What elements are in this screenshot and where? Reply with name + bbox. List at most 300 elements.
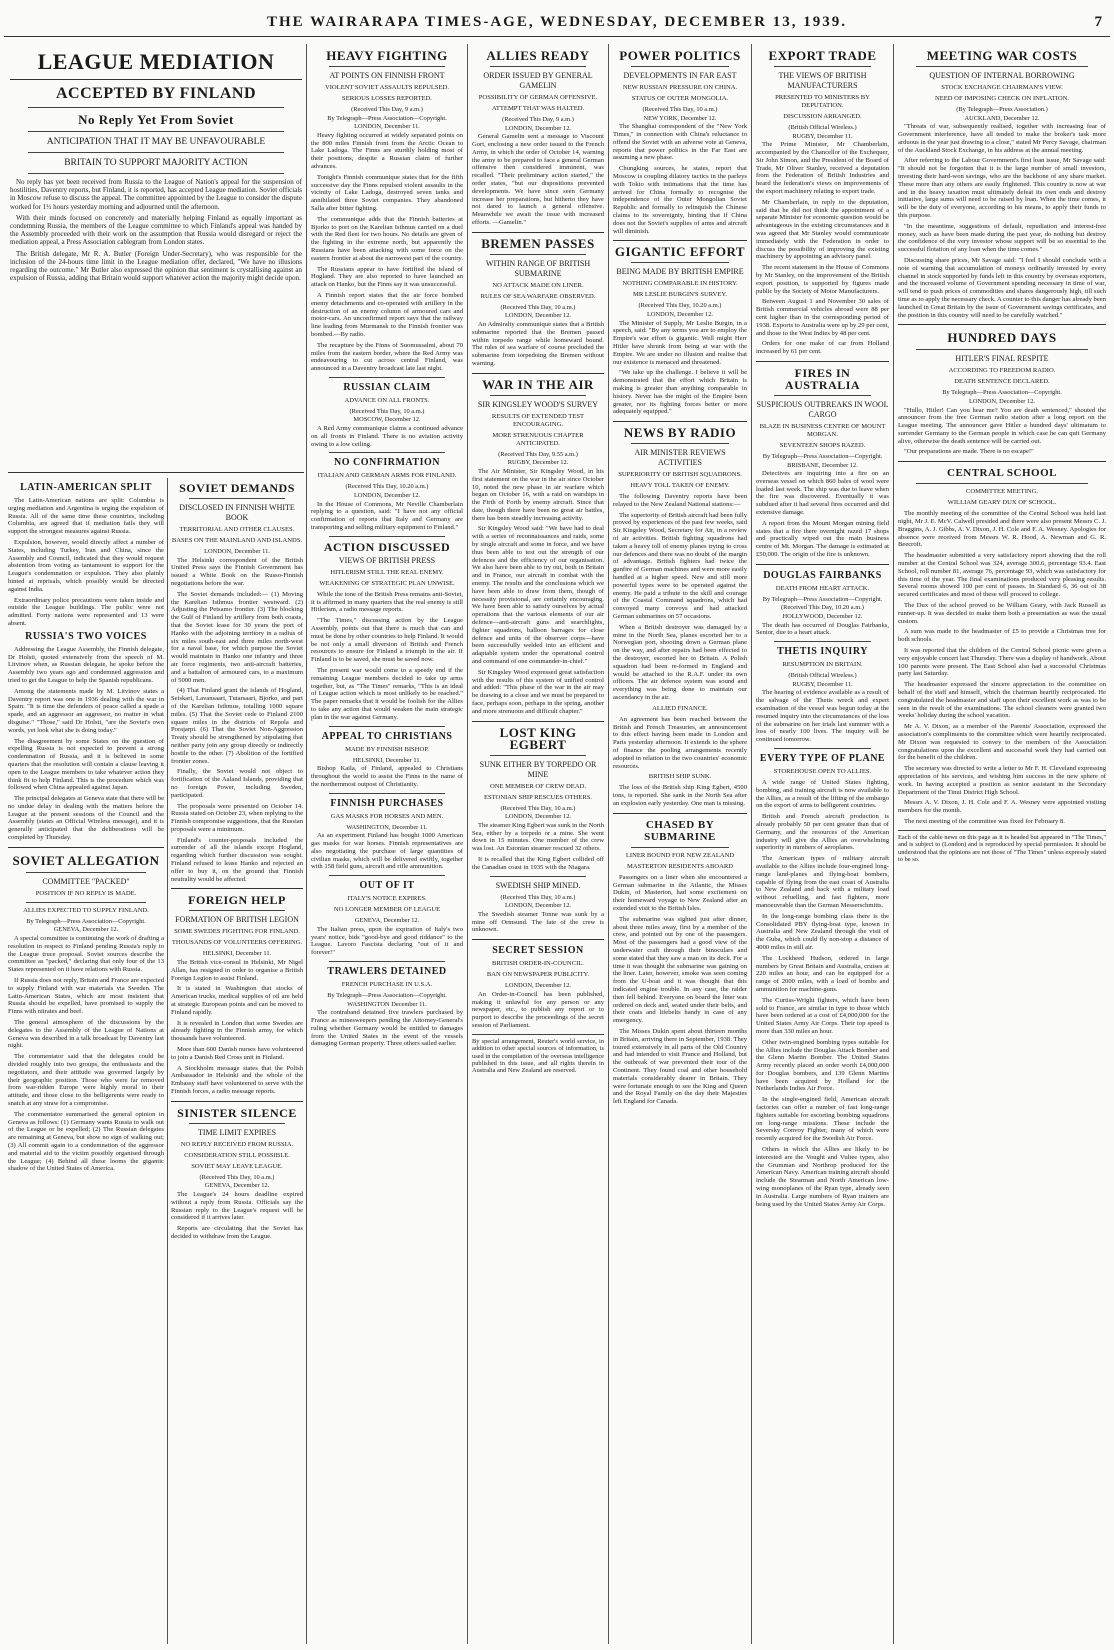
article-subheadline: SUNK EITHER BY TORPEDO OR MINE [479, 759, 597, 779]
article-paragraph: Mr Chamberlain, in reply to the deputation, said that he did not think the appointment of a separate Minister for economic question would be advantageous in the existing circumstances and it was agreed that Mr Stanley would communicate immediately with the Federation in order to discuss the possibility of improving the existing machinery by appointing an advisory panel. [756, 198, 889, 261]
article-headline: LATIN-AMERICAN SPLIT [20, 482, 152, 493]
article-deck: MORE STRENUOUS CHAPTER ANTICIPATED. [492, 431, 584, 447]
dateline: GENEVA, December 12. [354, 917, 420, 925]
article-deck: STOREHOUSE OPEN TO ALLIES. [773, 768, 872, 775]
received-note: (Received This Day, 10 a.m.) [199, 1173, 275, 1181]
byline: By Telegraph—Press Association—Copyright. [762, 595, 883, 603]
article-paragraph: A Red Army communique claims a continued advance on all fronts in Finland. There is no aviation activity owing to a low ceiling. [311, 425, 463, 448]
article-paragraph: The Italian press, upon the expiration of Italy's two years' notice, bids "good-bye and good riddance" to the League. Lavoro Fascista declaring "out of it and forever!" [311, 925, 463, 957]
article-paragraph: "In the meantime, suggestions of default, repudiation and interest-free money, such as have been made during the past year, do nothing but destroy the confidence of the very investor whose support will be so essential to the successful flotation of any loan when the time comes." [898, 222, 1106, 254]
byline: By Telegraph—Press Association—Copyright. [327, 991, 447, 999]
article-paragraph: The Helsinki correspondent of the British United Press says the Finnish Government has issued a White Book on the Russo-Finnish negotiations before the war. [171, 556, 303, 587]
dateline: GENEVA, December 12. [53, 926, 119, 934]
article-paragraph: The disagreement by some States on the question of expelling Russia is not expected to prevent a strong condemnation of Russia, and it is believed in some quarters that the resolution will contain a clause leaving it open to the League members to take whatever action they think fit to help Finland. This is the procedure which was followed when China appealed against Japan. [8, 737, 164, 792]
article-paragraph: The Prime Minister, Mr Chamberlain, accompanied by the Chancellor of the Exchequer, Sir John Simon, and the President of the Board of Trade, Mr Oliver Stanley, received a deputation from the Federation of British Industries and heard the federation's views on improvements of the export machinery relating to export trade. [756, 141, 889, 195]
article-subheadline: DEVELOPMENTS IN FAR EAST [623, 71, 737, 80]
divider [898, 324, 1106, 325]
article-headline: APPEAL TO CHRISTIANS [321, 730, 453, 742]
received-note: (Received This Day, 10 a.m.) [642, 106, 718, 113]
article-paragraph: In the single-engined field, American aircraft factories can offer a number of fast long-range fighters suitable for escorting bombing squadrons on long-range missions. These include the Seversky Convoy Fighter, many of which were recently acquired for the Swedish Air Force. [756, 1096, 889, 1143]
article-paragraph: The Dux of the school proved to be William Geary, with Jack Russell as runner-up. It was decided to make them both a presentation as was the usual custom. [898, 602, 1106, 625]
divider [26, 902, 146, 903]
lead-article [10, 48, 302, 468]
article-headline: SINISTER SILENCE [177, 1105, 297, 1120]
article-subheadline: BEING MADE BY BRITISH EMPIRE [616, 267, 744, 277]
article-subheadline: DISCLOSED IN FINNISH WHITE BOOK [179, 503, 295, 522]
received-note: (Received This Day, 9.55 a.m.) [498, 450, 578, 458]
article-paragraph: In the long-range bombing class there is the Consolidated PBY flying-boat type, known in Australia and New Zealand through the visit of the Guba, which could fly non-stop a distance of 4000 miles in still air. [756, 912, 889, 951]
article-paragraph: The British vice-consul in Helsinki, Mr Nigel Allan, has resigned in order to organise a British Foreign Legion to assist Finland. [171, 959, 303, 982]
divider [26, 872, 146, 873]
lead-paragraph: With their minds focused on concretely and materially helping Finland as equally important as condemning Russia, the members of the League committee to which Finland's appeal was handed by the Assembly proceeded with their work on the assumption that Russia would disregard or reject the mediation appeal, a Press Association cablegram from London states. [10, 213, 302, 247]
column-2 [311, 48, 463, 1646]
article-paragraph: The League's 24 hours deadline expired without a reply from Russia. Officials say the Russian reply to the League's request will be considered if it arrives later. [171, 1191, 303, 1222]
dateline: HELSINKI, December 11. [352, 756, 422, 764]
lead-deck-3: BRITAIN TO SUPPORT MAJORITY ACTION [64, 158, 248, 168]
column-rule [306, 44, 307, 1644]
article-paragraph: The contraband detained five trawlers purchased by France as minesweepers pending the Attorney-General's ruling whether Germany would be entitled to damages from the United States in the event of the vessels damaging German property. Three others sailed earlier. [311, 1009, 463, 1048]
article-paragraph: It was reported that the children of the Central School picnic were given a very enjoyable concert last Thursday. There was a display of handwork. About 100 parents were present. The East School also had a successful Christmas party last Saturday. [898, 647, 1106, 678]
divider [472, 939, 604, 940]
byline: By Telegraph—Press Association—Copyright. [942, 389, 1062, 397]
article-headline: MEETING WAR COSTS [926, 48, 1078, 63]
lead-deck: No Reply Yet From Soviet [78, 112, 234, 127]
article-headline: LOST KING EGBERT [499, 724, 577, 752]
article-headline: BREMEN PASSES [481, 235, 595, 251]
divider [613, 421, 747, 422]
article-deck: SEVENTEEN SHOPS RAZED. [779, 441, 866, 449]
dateline: LONDON, December 12. [646, 310, 714, 318]
article-subheadline: ORDER ISSUED BY GENERAL GAMELIN [483, 71, 593, 90]
article-paragraph: The Air Minister, Sir Kingsley Wood, in his first statement on the war in the air since October 10, noted the new phase in air warfare which began on October 16, with a raid on warships in the Firth of Forth by enemy aircraft. Since that date, though there have been no great air battles, there has been steadily increasing activity. [472, 467, 604, 522]
article-paragraph: Finally, the Soviet would not object to fortification of the Aaland Islands, providing that no foreign Power, including Sweden, participated. [171, 768, 303, 799]
article-deck: DEATH SENTENCE DECLARED. [954, 378, 1050, 386]
column-rule [608, 44, 609, 1644]
article-paragraph: The principal delegates at Geneva state that there will be no undue delay in dealing with the matters before the League at the present sessions of the Council and the Assembly (states an Official Wireless message), and it is generally anticipated that the deliberations will be completed by Thursday. [8, 795, 164, 842]
article-paragraph: Addressing the League Assembly, the Finnish delegate, Dr Holsti, quoted extensively from the speech of M. Litvinov when, as Russian delegate, he spoke before the Assembly two years ago and condemned aggression and tried to get the League to help the Spanish republicans. [8, 645, 164, 684]
divider [774, 395, 871, 396]
article-subheadline: HITLER'S FINAL RESPITE [955, 354, 1049, 364]
article-headline: RUSSIA'S TWO VOICES [25, 630, 147, 642]
article-paragraph: Mr A. V. Dixon, as a member of the Parents' Association, expressed the association's compliments to the committee which were heartily reciprocated. Mr Dixon was requested to convey to the members of the Association congratulations upon the excellent and successful work they had carried out for the benefit of the children. [898, 723, 1106, 762]
dateline: BRISBANE, December 12. [787, 461, 858, 469]
article-paragraph: Detectives are inquiring into a fire on an overseas vessel on which 860 bales of wool were loaded last week. The ship was due to leave when the fire was discovered. Eventually it was subdued after it had several fires occurred and did extensive damage. [756, 470, 889, 517]
article-deck: FRENCH PURCHASE IN U.S.A. [341, 980, 433, 988]
article-deck: BASES ON THE MAINLAND AND ISLANDS. [171, 537, 303, 544]
article-paragraph: As an experiment Finland has bought 1000 American gas masks for war horses. Finnish representatives are also negotiating the purchase of large quantities of civilian masks, which will be delivered swiftly, together with 158 field guns, aircraft and rifle ammunition. [311, 832, 463, 871]
article-paragraph: The American types of military aircraft available to the Allies include four-engined long-range land-planes and flying-boat bombers, capable of flying from the east coast of Australia to New Zealand and back with a military load without refuelling, and fast fighters, more manoeuvrable than the German Messerschmitts. [756, 855, 889, 909]
dateline: NEW YORK, December 12. [643, 114, 717, 122]
divider [472, 373, 604, 374]
article-paragraph: The Swedish steamer Tonne was sunk by a mine off Ormsund. The fate of the crew is unknown. [472, 910, 604, 934]
dateline: RUGBY, December 11. [792, 680, 853, 688]
article-paragraph: The commentator summarised the general opinion in Geneva as follows: (1) Germany wants Russia to walk out of the League or be expelled; (2) The Russian delegates are remaining at Geneva, but show no sign of walking out; (3) All commit again to a condemnation of the aggressor and material aid to the victim possibly organised through the League; (4) Behind all these looms the gigantic shadow of the United States of America. [8, 1110, 164, 1173]
article-paragraph: Extraordinary police precautions were taken inside and outside the League buildings. The public were not admitted. Forty nations were represented and 13 were absent. [8, 596, 164, 627]
divider [28, 107, 284, 108]
article-paragraph: "Hullo, Hitler! Can you hear me? You are death sentenced," shouted the announcer from the free German radio station after a long report on the League meeting. The announcer gave Hitler a hundred days' ultimatum to surrender Germany to the German people in which case he can quit Germany alive, otherwise the death sentence will be carried out. [898, 406, 1106, 445]
article-deck: SOVIET MAY LEAVE LEAGUE. [191, 1162, 283, 1170]
article-headline: DOUGLAS FAIRBANKS [763, 569, 882, 581]
article-deck: NEED OF IMPOSING CHECK ON INFLATION. [934, 95, 1070, 102]
article-paragraph: The secretary was directed to write a letter to Mr F. H. Cleveland expressing appreciation of his services, and wishing him success in the new sphere of work. In having accepted a position as senior assistant in the Secondary Department of the Tinui District High School. [898, 765, 1106, 796]
article-headline: FOREIGN HELP [188, 893, 286, 908]
masthead-rule [4, 36, 1110, 37]
article-deck: NO REPLY RECEIVED FROM RUSSIA. [180, 1140, 294, 1148]
divider [189, 1123, 285, 1124]
received-note: (Received This Day, 10.20 a.m.) [638, 302, 722, 310]
article-paragraph: Others in which the Allies are likely to be interested are the Vought and Vultee types, also the Grumman and Northrop produced for the American Navy. American training aircraft should include the Stearman and North American low-wing monoplanes of the Ryan type, already seen in Australia. Large numbers of Ryan trainers are being used by the United States Army Air Corps. [756, 1146, 889, 1208]
divider [189, 498, 285, 499]
article-paragraph: Other twin-engined bombing types suitable for the Allies include the Douglas Attack Bomber and the Glenn Martin Bomber. The United States Army recently placed an order worth £4,000,000 for Douglas bombers, and 139 Glenn Martins have been acquired by Holland for the Netherlands Indies Air Force. [756, 1038, 889, 1093]
column-1 [8, 480, 164, 1646]
source-note: (British Official Wireless.) [788, 672, 857, 680]
article-paragraph: The death has occurred of Douglas Fairbanks, Senior, due to a heart attack. [756, 621, 889, 637]
article-paragraph: The Soviet demands included:— (1) Moving the Karelian Isthmus frontier westward. (2) Adjusting the Petsamo frontier. (3) The blocking the Gulf of Finland by artillery from both coasts, that the Soviet lease for 30 years the port of Hanko with the adjoining territory in a radius of six miles south-east and three miles north-west for a naval base, for which purpose the Soviet would maintain in Hanko one infantry and three air force regiments, two anti-aircraft batteries, and a battalion of armoured cars, to a maximum of 5000 men. [171, 590, 303, 684]
article-paragraph: "Our preparations are made. There is no escape!" [904, 448, 1034, 456]
article-headline: NO CONFIRMATION [334, 457, 440, 469]
received-note: (Received This Day, 10 a.m.) [500, 893, 576, 901]
dateline: LONDON, December 11. [204, 548, 270, 555]
article-subheadline: COMMITTEE "PACKED" [42, 876, 130, 886]
article-deck: RULES OF SEA WARFARE OBSERVED. [480, 292, 596, 300]
column-5 [756, 48, 889, 1646]
divider [8, 847, 164, 848]
lead-deck-2: ANTICIPATION THAT IT MAY BE UNFAVOURABLE [46, 137, 266, 147]
dateline: WASHINGTON December 11. [347, 1000, 427, 1008]
article-paragraph: "Threats of war, subsequently realised, together with increasing fear of Government interference, have all tended to make the broker's task more arduous in the year just drawing to a close," stated Mr Percy Savage, chairman of the Auckland Stock Exchange, in his address at the annual meeting. [898, 123, 1106, 154]
received-note: (Received This Day, 10.20 a.m.) [345, 483, 429, 491]
divider [613, 240, 747, 241]
article-paragraph: Bishop Kaila, of Finland, appealed to Christians throughout the world to assist the Finns in the name of the northernmost outpost of Christianity. [311, 765, 463, 788]
article-deck: SOME SWEDES FIGHTING FOR FINLAND. [174, 928, 300, 936]
article-paragraph: The next meeting of the committee was fixed for February 8. [904, 817, 1065, 825]
article-paragraph: Discussing share prices, Mr Savage said: "I feel I should conclude with a note of warning that accumulation of moneys ordinarily invested by every channel in stock supported by funds left in this country by overseas exporters, and the increased volume of Government spending necessary in time of war, will tend to push prices of commodities and shares dangerously high, till such time as to apply the necessary check. A counter to this danger has already been launched in Great Britain by the issue of Government savings certificates, and the position in this country will need to be carefully watched." [898, 256, 1106, 319]
divider [329, 961, 445, 962]
received-note: (Received This Day, 10 a.m.) [349, 407, 425, 415]
article-paragraph: The recent statement in the House of Commons by Mr Stanley, on the improvement of the British export position, is supported by figures made public by the Society of Motor Manufacturers. [756, 264, 889, 295]
article-deck: DEATH FROM HEART ATTACK. [775, 584, 870, 592]
article-headline: TRAWLERS DETAINED [327, 965, 447, 977]
newspaper-title: THE WAIRARAPA TIMES-AGE, WEDNESDAY, DECEMBER 13, 1939. [266, 14, 848, 30]
article-paragraph: The Minister of Supply, Mr Leslie Burgin, in a speech, said: "By any terms you are to employ the Empire's war effort is gigantic. Well might Herr Hitler have shrunk from being at war with the Empire. We are under no illusion and realise that our existence is menaced and threatened. [613, 319, 747, 366]
dateline: LONDON, December 12. [504, 124, 572, 132]
divider [329, 377, 445, 378]
article-deck: NO LONGER MEMBER OF LEAGUE [333, 906, 441, 914]
article-subheadline: AIR MINISTER REVIEWS ACTIVITIES [634, 448, 726, 468]
copyright-notice: By special arrangement, Reuter's world service, in addition to other special sources of information, is used in the compilation of the overseas intelligence published in this issue, and all rights therein in Australia and New Zealand are reserved. [472, 1034, 604, 1075]
divider [329, 536, 445, 537]
article-deck: ATTEMPT THAT WAS HALTED. [491, 105, 585, 112]
article-paragraph: An Order-in-Council has been published, making it unlawful for any person or any newspaper, etc., to publish any report or to purport to describe the proceedings of the secret session of Parliament. [472, 990, 604, 1029]
article-headline: ALLIES READY [486, 48, 590, 63]
article-paragraph: Orders for one make of car from Holland increased by 61 per cent. [756, 340, 889, 356]
article-headline: HEAVY FIGHTING [326, 48, 448, 63]
article-paragraph: Between August 1 and November 30 sales of British commercial vehicles abroad were 88 per cent higher than in the corresponding period of 1938. Exports to Australia were up by 29 per cent, and those to the West Indies by 48 per cent. [756, 298, 889, 337]
article-deck: ALLIES EXPECTED TO SUPPLY FINLAND. [23, 906, 149, 914]
divider [916, 483, 1088, 484]
article-paragraph: While the tone of the British Press remains anti-Soviet, it is affirmed in many quarters that the real enemy is still Hitlerism, a radio message reports. [311, 590, 463, 614]
article-paragraph: An agreement has been reached between the British and French Treasuries, an announcement to this effect having been made in London and Paris yesterday afternoon. It extends to the sphere of finance the pooling arrangements recently adopted in relation to the two countries' economic resources. [613, 715, 747, 770]
divider [613, 813, 747, 814]
article-paragraph: Expulsion, however, would directly affect a number of States, including Turkey, Iran and China, since the Assembly and Council, indicated that they would request abstention from voting as tantamount to support for the League's condemnation or expulsion. They also plainly hinted at reprisals, which possibly would be directed against India. [8, 538, 164, 593]
article-subheadline: QUESTION OF INTERNAL BORROWING [929, 71, 1075, 80]
article-paragraph: In the House of Commons, Mr Neville Chamberlain replying to a question, said: "I have not any official confirmation of reports that Italy and Germany are transporting and selling military equipment to Finland." [311, 500, 463, 532]
dateline: HOLLYWOOD, December 12. [782, 613, 863, 621]
article-headline: OUT OF IT [359, 880, 415, 892]
article-headline: THETIS INQUIRY [777, 646, 868, 658]
article-headline: POWER POLITICS [619, 48, 741, 63]
article-deck: NOTHING COMPARABLE IN HISTORY. [622, 280, 738, 288]
dateline: LONDON, December 12. [353, 492, 421, 500]
received-note: (Received This Day, 10 a.m.) [500, 804, 576, 812]
article-deck: MR LESLIE BURGIN'S SURVEY. [633, 291, 727, 299]
divider [28, 173, 284, 174]
article-headline: FIRES IN AUSTRALIA [784, 365, 861, 392]
article-deck: WEAKENING OF STRATEGIC PLAN UNWISE. [319, 579, 455, 587]
divider [916, 349, 1088, 350]
article-paragraph: A report from the Mount Morgan mining field states that a fire there overnight razed 17 shops and practically wiped out the main business centre of Mt. Morgan. The damage is estimated at £50,000. The origin of the fire is unknown. [756, 519, 889, 559]
column-4 [613, 48, 747, 1646]
article-paragraph: Messrs A. V. Dixon, J. H. Cole and F. A. Wesney were appointed visiting members for the month. [898, 799, 1106, 815]
article-deck: ESTONIAN SHIP RESCUES OTHERS. [483, 793, 593, 801]
byline: By Telegraph—Press Association—Copyright. [26, 917, 146, 925]
received-note: (Received This Day, 10.20 a.m.) [781, 604, 864, 612]
divider [631, 847, 729, 848]
article-deck: BAN ON NEWSPAPER PUBLICITY. [486, 971, 590, 979]
article-paragraph: The Misses Dukin spent about thirteen months in Britain, arriving there in September, 1938. They toured extensively in all parts of the Old Country and had intended to visit France and Holland, but the outbreak of war prevented their tour of the Continent. They found coal and other household materials considerably dearer in Britain. They were fortunate enough to see the King and Queen and the Royal Family on the day their Majesties left England for Canada. [613, 1027, 747, 1106]
column-3 [472, 48, 604, 1646]
article-paragraph: Finland's counter-proposals included the surrender of all the islands except Hogland, regarding which further discussion was sought. Finland refused to lease Hanko and rejected an offer to buy it, on the ground that Finnish neutrality would be affected. [171, 836, 303, 883]
article-paragraph: Heavy fighting occurred at widely separated points on the 800 miles Finnish front from the Arctic Ocean to Lake Ladoga. The Finns are sturdily holding most of their positions, despite a Russian claim of further advances. [311, 131, 463, 170]
article-deck: MADE BY FINNISH BISHOP. [345, 745, 429, 753]
article-paragraph: "The Times," discussing action by the League Assembly, points out that there is much that can and must be done by other countries to help Finland. It would be not only a small diversion of British and French resources to ensure for Finland a triumph in the air. If Finland is to be saved, she must be saved now. [311, 617, 463, 664]
divider [171, 888, 303, 889]
article-deck: HITLERISM STILL THE REAL ENEMY. [330, 568, 444, 576]
divider [631, 66, 729, 67]
dateline: LONDON, December 11. [354, 123, 420, 131]
divider [756, 361, 889, 362]
dateline: GENEVA, December 12. [204, 1182, 270, 1190]
article-paragraph: Chungking sources, he states, report that Moscow is coupling dilatory tactics in the parleys with Tokio with intimations that the time has arrived for China formally to recognise the independence of the Outer Mongolian Soviet Republic and formally to relinquish the Chinese claims to its sovereignty, hinting that if China does not the Soviet's supplies of arms and aircraft will diminish. [613, 165, 747, 235]
article-deck: NO ATTACK MADE ON LINER. [492, 281, 584, 289]
article-paragraph: The headmaster submitted a very satisfactory report showing that the roll number at the Central School was 324, average 300.6, percentage 93.4. East School, roll number 81, average 76, percentage 93, which was satisfactory for this time of the year. The final examinations produced very pleasing results. Several rooms showed 100 per cent of passes. In Standard 6, 36 out of 38 secured certificates and most of these will proceed to college. [898, 552, 1106, 599]
article-paragraph: A Stockholm message states that the Polish Ambassador in Helsinki and the whole of the Embassy staff have volunteered to serve with the Finnish forces, a radio message reports. [171, 1064, 303, 1096]
article-paragraph: Reports are circulating that the Soviet has decided to withdraw from the League. [171, 1225, 303, 1240]
article-headline: RUSSIAN CLAIM [343, 381, 431, 393]
received-note: (Received This Day, 10 a.m.) [500, 303, 576, 311]
article-deck: SERIOUS LOSSES REPORTED. [342, 95, 432, 102]
article-paragraph: The proposals were presented on October 14. Russia stated on October 23, when replying to the Finnish compromise suggestions, that the Russian proposals were a minimum. [171, 802, 303, 833]
article-paragraph: Tonight's Finnish communique states that for the fifth successive day the Finns repulsed violent assaults in the vicinity of Lake Ladoga, destroyed seven tanks and annihilated three Soviet companies. They abandoned Salla after bitter fighting. [311, 173, 463, 212]
article-paragraph: The communique adds that the Finnish batteries at Bjorko to port on the Karelian Isthmus carried on a duel with the Red fleet for two hours. No details are given of the fighting in the extreme north, but apparently the Russians have been attacking with some force on the eastern frontier at about the narrowest part of the country. [311, 215, 463, 262]
article-paragraph: Sir Kingsley Wood said: "We have had to deal with a series of reconnaissances and raids, some by single aircraft and some in force, and we have thus been able to test out the strength of our defences and the efficiency of our organisation. We also have been able to try out, both in Britain and in France, our aircraft in combat with the enemy. The results and the conclusions which we have been able to draw from them, though of necessity provisional, are certainly encouraging. We have been able to satisfy ourselves by actual operations that the various elements of our air defence—anti-aircraft guns and searchlights, fighter squadrons, balloon barrages for close defence and units of the observer corps—have been successfully welded into an efficient and adaptable system under the operational control and command of one commander-in-chief." [472, 525, 604, 666]
article-paragraph: General Gamelin sent a message to Viscount Gort, enclosing a new order issued to the French Army, in which the order of October 14, warning the army to be prepared to face a general German offensive then considered imminent, was recalled. "Their preliminary action started," the order states, "but our dispositions prevented developments. We have since seen Germany increase her preparations, but hitherto they have not dared to launch a general offensive. Meanwhile we await the issue with increased efforts. —Gamelin." [472, 133, 604, 226]
divider [756, 564, 889, 565]
article-paragraph: It is recalled that the King Egbert collided off the Canadian coast in 1935 with the Niagara. [472, 855, 604, 871]
article-deck: BRITISH ORDER-IN-COUNCIL. [492, 960, 584, 968]
article-subheadline: VIEWS OF BRITISH PRESS [338, 555, 436, 565]
article-paragraph: It is revealed in London that some Swedes are already fighting in the Finnish army, for which thousands have volunteered. [171, 1019, 303, 1043]
article-deck: TERRITORIAL AND OTHER CLAUSES. [179, 526, 295, 533]
article-deck: RESULTS OF EXTENDED TEST ENCOURAGING. [491, 412, 585, 428]
article-headline: BRITISH SHIP SUNK. [648, 773, 712, 781]
article-paragraph: The Shanghai correspondent of the "New York Times," in connection with China's reluctance to offend the Soviet with an adverse vote at Geneva, reports that power politics in the Far East are assuming a new phase. [613, 123, 747, 162]
article-subheadline: SIR KINGSLEY WOOD'S SURVEY [477, 399, 599, 409]
dateline: LONDON, December 12. [504, 312, 572, 320]
article-deck: ITALY'S NOTICE EXPIRES. [347, 895, 427, 903]
divider [329, 726, 445, 727]
divider [898, 461, 1106, 462]
article-subheadline: TIME LIMIT EXPIRES [197, 1127, 277, 1137]
article-headline: EXPORT TRADE [768, 48, 877, 63]
article-deck: ACCORDING TO FREEDOM RADIO. [948, 367, 1056, 375]
article-headline: WAR IN THE AIR [482, 376, 594, 392]
article-paragraph: The Russians appear to have fortified the island of Hogland. They are also reported to have launched an attack on Hanko, but the Finns say it was unsuccessful. [311, 265, 463, 289]
article-paragraph: More than 600 Danish nurses have volunteered to join a Danish Red Cross unit in Finland. [171, 1046, 303, 1061]
dateline: LONDON, December 12. [504, 982, 572, 990]
article-paragraph: A sum was made to the headmaster of £5 to provide a Christmas tree for both schools. [898, 628, 1106, 644]
divider [916, 66, 1088, 67]
article-deck: COMMITTEE MEETING. [965, 488, 1039, 496]
article-headline: CHASED BY SUBMARINE [644, 818, 716, 843]
divider [490, 66, 586, 67]
article-paragraph: The Latin-American nations are split: Columbia is urging mediation and Argentina is urging the expulsion of Russia. All of the same time these countries, including Columbia, are agreed that if mediation fails they will support the strongest measures against Russia. [8, 497, 164, 536]
divider [490, 876, 586, 877]
article-paragraph: The Curtiss-Wright fighters, which have been sold to France, are similar in type to those which have been ordered at a cost of £4,000,000 for the United States Army Air Corps. Their top speed is more than 330 miles an hour. [756, 996, 889, 1035]
article-paragraph: The general atmosphere of the discussions by the delegates to the Assembly of the League of Nations at Geneva was described in a talk broadcast by Daventry last night. [8, 1019, 164, 1050]
article-paragraph: It is stated in Washington that stocks of American trucks, medical supplies of oil are held at strategic European points and can be moved to Finland rapidly. [171, 985, 303, 1016]
dateline: AUCKLAND, December 12. [964, 114, 1040, 122]
article-deck: ITALIAN AND GERMAN ARMS FOR FINLAND. [317, 472, 457, 480]
article-paragraph: Passengers on a liner when she encountered a German submarine in the Atlantic, the Misses Dukin, of Masterton, had some excitement on their homeward voyage to New Zealand after an extended visit to the British Isles. [613, 873, 747, 912]
divider [472, 721, 604, 722]
byline: By Telegraph—Press Association—Copyright. [327, 114, 447, 122]
article-paragraph: The headmaster expressed the sincere appreciation to the committee on behalf of the staff and himself, which the chairman heartily reciprocated. He congratulated the headmaster and staff upon their excellent work as was to be seen in the result of the examinations. The school cleaners were granted two weeks' holiday during the school vacation. [898, 681, 1106, 720]
divider [329, 66, 445, 67]
article-deck: SUPERIORITY OF BRITISH SQUADRONS. [618, 471, 742, 479]
divider [329, 452, 445, 453]
article-deck: HEAVY TOLL TAKEN OF ENEMY. [630, 482, 730, 490]
article-deck: BLAZE IN BUSINESS CENTRE OF MOUNT MORGAN. [759, 422, 886, 438]
divider [171, 1101, 303, 1102]
article-deck: PRESENTED TO MINISTERS BY DEPUTATION. [775, 94, 870, 109]
lead-subheadline: ACCEPTED BY FINLAND [55, 85, 257, 102]
article-deck: THOUSANDS OF VOLUNTEERS OFFERING. [171, 939, 303, 947]
dateline: RUGBY, December 11. [792, 132, 853, 140]
article-headline: ACTION DISCUSSED [323, 539, 451, 554]
column-6 [898, 48, 1106, 1646]
lead-headline: LEAGUE MEDIATION [37, 49, 275, 74]
article-headline: EVERY TYPE OF PLANE [759, 753, 886, 764]
article-paragraph: A special committee is continuing the work of drafting a resolution in respect to Finland pending Russia's reply to the League truce proposal. Soviet sources describe the committee as "packed," declaring that only four of the 13 States represented on it have relations with Russia. [8, 935, 164, 974]
article-headline: SECRET SESSION [492, 945, 584, 957]
column-rule [893, 44, 894, 1644]
divider [774, 748, 871, 749]
dateline: RUGBY, December 12. [507, 459, 569, 467]
divider [631, 443, 729, 444]
dateline: LONDON, December 12. [504, 902, 572, 910]
article-deck: MASTERTON RESIDENTS ABOARD [626, 862, 734, 870]
article-headline: SOVIET ALLEGATION [12, 852, 160, 868]
article-paragraph: The commentator said that the delegates could be divided roughly into two groups, the enthusiasts and the negotiators, and their attitude was governed largely by their geographic position. Those who were far removed from war-ridden Europe were highly moral in their attitude, and those close to the belligerents were ready to snatch at any straw for a compromise. [8, 1053, 164, 1107]
dateline: HELSINKI, December 11. [202, 950, 272, 958]
article-deck: CONSIDERATION STILL POSSIBLE. [184, 1151, 290, 1159]
article-headline: ALLIED FINANCE. [652, 704, 708, 712]
divider [28, 152, 284, 153]
received-note: (Received This Day, 9 a.m.) [502, 116, 574, 123]
article-paragraph: Among the statements made by M. Litvinov states a Daventry report was one in 1936 dealing with the war in Spain: "It is time the defenders of peace called a spade a spade, and an aggressor an aggressor, no matter in what disguise." "Those," said Dr Holsti, "are the Soviet's own words, yet look what she is doing today." [8, 687, 164, 734]
dateline: MOSCOW, December 12. [353, 416, 421, 424]
divider [472, 232, 604, 233]
divider [10, 79, 302, 80]
article-deck: STOCK EXCHANGE CHAIRMAN'S VIEW. [941, 84, 1063, 91]
article-paragraph: The following Daventry reports have been relayed to the New Zealand National stations:— [613, 493, 747, 508]
article-deck: ONE MEMBER OF CREW DEAD. [489, 782, 587, 790]
article-deck: VIOLENT SOVIET ASSAULTS REPULSED. [324, 84, 450, 91]
article-paragraph: If Russia does not reply, Britain and France are expected to supply Finland with war materials via Sweden. The Latin-American States, which are most insistent that Russia should be expelled, have promised to supply the Finns with nitrates and beef. [8, 977, 164, 1016]
column-rule [467, 44, 468, 1644]
divider [329, 793, 445, 794]
article-paragraph: British and French aircraft production is already probably 50 per cent greater than that of Germany, and the resources of the American industry will give the Allies an overwhelming superiority in numbers of aeroplanes. [756, 813, 889, 852]
divider [490, 755, 586, 756]
lead-paragraph: No reply has yet been received from Russia to the League of Nation's appeal for the suspension of hostilities, Daventry reports, but Finland, it is reported, has accepted League mediation. Soviet officials in Moscow refuse to discuss the appeal. The committee appointed by the League to consider the dispute worked for 1½ hours yesterday morning and adjourned until the afternoon. [10, 178, 302, 211]
received-note: (Received This Day, 9 a.m.) [351, 106, 423, 113]
article-paragraph: The loss of the British ship King Egbert, 4500 tons, is reported. She sank in the North Sea after an explosion early yesterday. One man is missing. [613, 784, 747, 807]
article-paragraph: The recapture by the Finns of Suomussalmi, about 70 miles from the eastern border, where the Red Army was endeavouring to cut across central Finland, was announced in a Daventry broadcast late last night. [311, 341, 463, 373]
article-subheadline: SUSPICIOUS OUTBREAKS IN WOOL CARGO [756, 399, 889, 419]
article-subheadline: FORMATION OF BRITISH LEGION [175, 915, 299, 925]
masthead [0, 0, 1114, 34]
divider [631, 262, 729, 263]
article-deck: ADVANCE ON ALL FRONTS. [344, 396, 430, 404]
article-headline: GIGANTIC EFFORT [614, 244, 746, 260]
article-paragraph: Sir Kingsley Wood expressed great satisfaction with the results of this system of unified control and added: "This phase of the war in the air may be drawing to a close and we must be prepared to face, perhaps soon, perhaps in the spring, another and more strenuous and difficult chapter." [472, 668, 604, 715]
byline: By Telegraph—Press Association—Copyright. [762, 452, 883, 460]
article-subheadline: AT POINTS ON FINNISH FRONT [329, 71, 445, 80]
dateline: WASHINGTON, December 11. [346, 823, 428, 831]
article-paragraph: The present war would come to a speedy end if the remaining League members decided to take up arms together, but, as "The Times" remarks, "This is an ideal of League action which is most unlikely to be reached." The paper remarks that it would be foolish for the Allies to take any action that would weaken the main strategic plan in the war against Germany. [311, 667, 463, 721]
article-deck: RESUMPTION IN BRITAIN. [782, 661, 863, 669]
article-paragraph: An Admiralty communique states that a British submarine reported that the Bremen passed within torpedo range while homeward bound. The rules of sea warfare of course precluded the submarine from torpedoing the Bremen without warning. [472, 320, 604, 367]
article-deck: STATUS OF OUTER MONGOLIA. [631, 95, 729, 102]
article-subheadline: THE VIEWS OF BRITISH MANUFACTURERS [778, 71, 867, 90]
article-paragraph: The hearing of evidence available as a result of the salvage of the Thetis wreck and expert examination of the vessel was begun today at the resumed inquiry into the circumstances of the loss of the submarine on her trials last summer with a loss of nearly 100 lives. The inquiry will be continued tomorrow. [756, 689, 889, 744]
article-paragraph: A wide range of United States fighting, bombing, and training aircraft is now available to the Allies, as a result of the lifting of the embargo on the export of arms to belligerent countries. [756, 779, 889, 810]
article-headline: CENTRAL SCHOOL [947, 467, 1057, 480]
dateline: LONDON, December 12. [968, 397, 1036, 405]
article-deck: GAS MASKS FOR HORSES AND MEN. [330, 812, 444, 820]
article-subheadline: WITHIN RANGE OF BRITISH SUBMARINE [485, 258, 591, 278]
article-paragraph: The submarine was sighted just after dinner, about three miles away, first by a member of the crew, and pointed out by one of the passengers. Most of the passengers had a good view of the underwater craft through their binoculars and some stated that they saw a man on its deck. For a time it was thought the submarine was gaining on the liner. Later, however, smoke was seen coming from the U-boat and it was thought that this indicated engine trouble. In any case, the raider then fell behind. Everyone on board the liner was ordered on deck and, seated under their belts, and their coats and lifebelts handy in case of any emergency. [613, 915, 747, 1025]
article-paragraph: After referring to the Labour Government's first loan issue, Mr Savage said: "It should not be forgotten that it is the large number of small investors, investing their hard-won savings, who are the backbone of any share market. These more than any others are easily frightened. This country is now at war and in the heavy taxation must ultimately defeat its own ends and destroy initiative, large sums will need to be raised by loan. When the time comes, it will be the duty of everyone, according to his means, to apply their funds to this purpose. [898, 157, 1106, 219]
article-paragraph: When a British destroyer was damaged by a mine in the North Sea, planes escorted her to a Norwegian port, shooting down a German plane on the way, and after repairs had been effected to the destroyer, escorted her to Britain. A Polish squadron had been re-formed in England and would be attached to the R.A.F. under its own officers. The air defence system was sound and everything was being done to maintain our ascendancy in the air. [613, 623, 747, 702]
article-paragraph: "We take up the challenge. I believe it will be demonstrated that the effort which Britain is making is greater than anything comparable in history. Never has the might of the Empire been greater, nor its fighting forces better or more adequately equipped." [613, 369, 747, 416]
dateline: LONDON, December 12. [504, 813, 572, 821]
article-deck: NEW RUSSIAN PRESSURE ON CHINA. [622, 84, 738, 91]
divider [189, 910, 285, 911]
article-paragraph: The Lockheed Hudson, ordered in large numbers by Great Britain and Australia, cruises at 220 miles an hour, and can be equipped for a range of 2000 miles, with a load of bombs and ammunition for machine-guns. [756, 954, 889, 993]
lead-paragraph: The British delegate, Mr R. A. Butler (Foreign Under-Secretary), who was responsible for the inclusion of the 24-hours time limit in the League mediation offer, declared, "We have no illusions regarding the outcome." Mr Butler also expressed the opinion that sentiment is crystallising against an expulsion of Russia, adding that Britain would support whatever action the majority might decide upon. [10, 249, 302, 283]
column-2b [171, 480, 303, 1646]
source-note: (British Official Wireless.) [788, 124, 857, 131]
article-paragraph: The superiority of British aircraft had been fully proved by experiences of the past few weeks, said Sir Kingsley Wood, Secretary for Air, in a review of air activities. British fighting squadrons had taken a heavy toll of enemy planes trying to cross our defences and there was no doubt of the margin of advantage. British fighters had twice the gunfire of German machines and were more easily handled at a higher speed. New and still more powerful types were to be operated against the enemy. He paid a tribute to the skill and courage of the Coastal Command squadrons, which had convoyed many convoys and had attacked German submarines on 57 occasions. [613, 511, 747, 621]
column-rule [167, 478, 168, 1644]
article-headline: SWEDISH SHIP MINED. [495, 880, 581, 890]
divider [329, 875, 445, 876]
divider [774, 641, 871, 642]
article-paragraph: A Finnish report states that the air force bombed enemy detachments and co-operated with artillery in the destruction of an enemy column of armoured cars and motor-cars. An unconfirmed report says that the railway line leading from Murmansk to the Finnish frontier was bombed.—By radio. [311, 291, 463, 338]
article-headline: SOVIET DEMANDS [179, 481, 295, 495]
